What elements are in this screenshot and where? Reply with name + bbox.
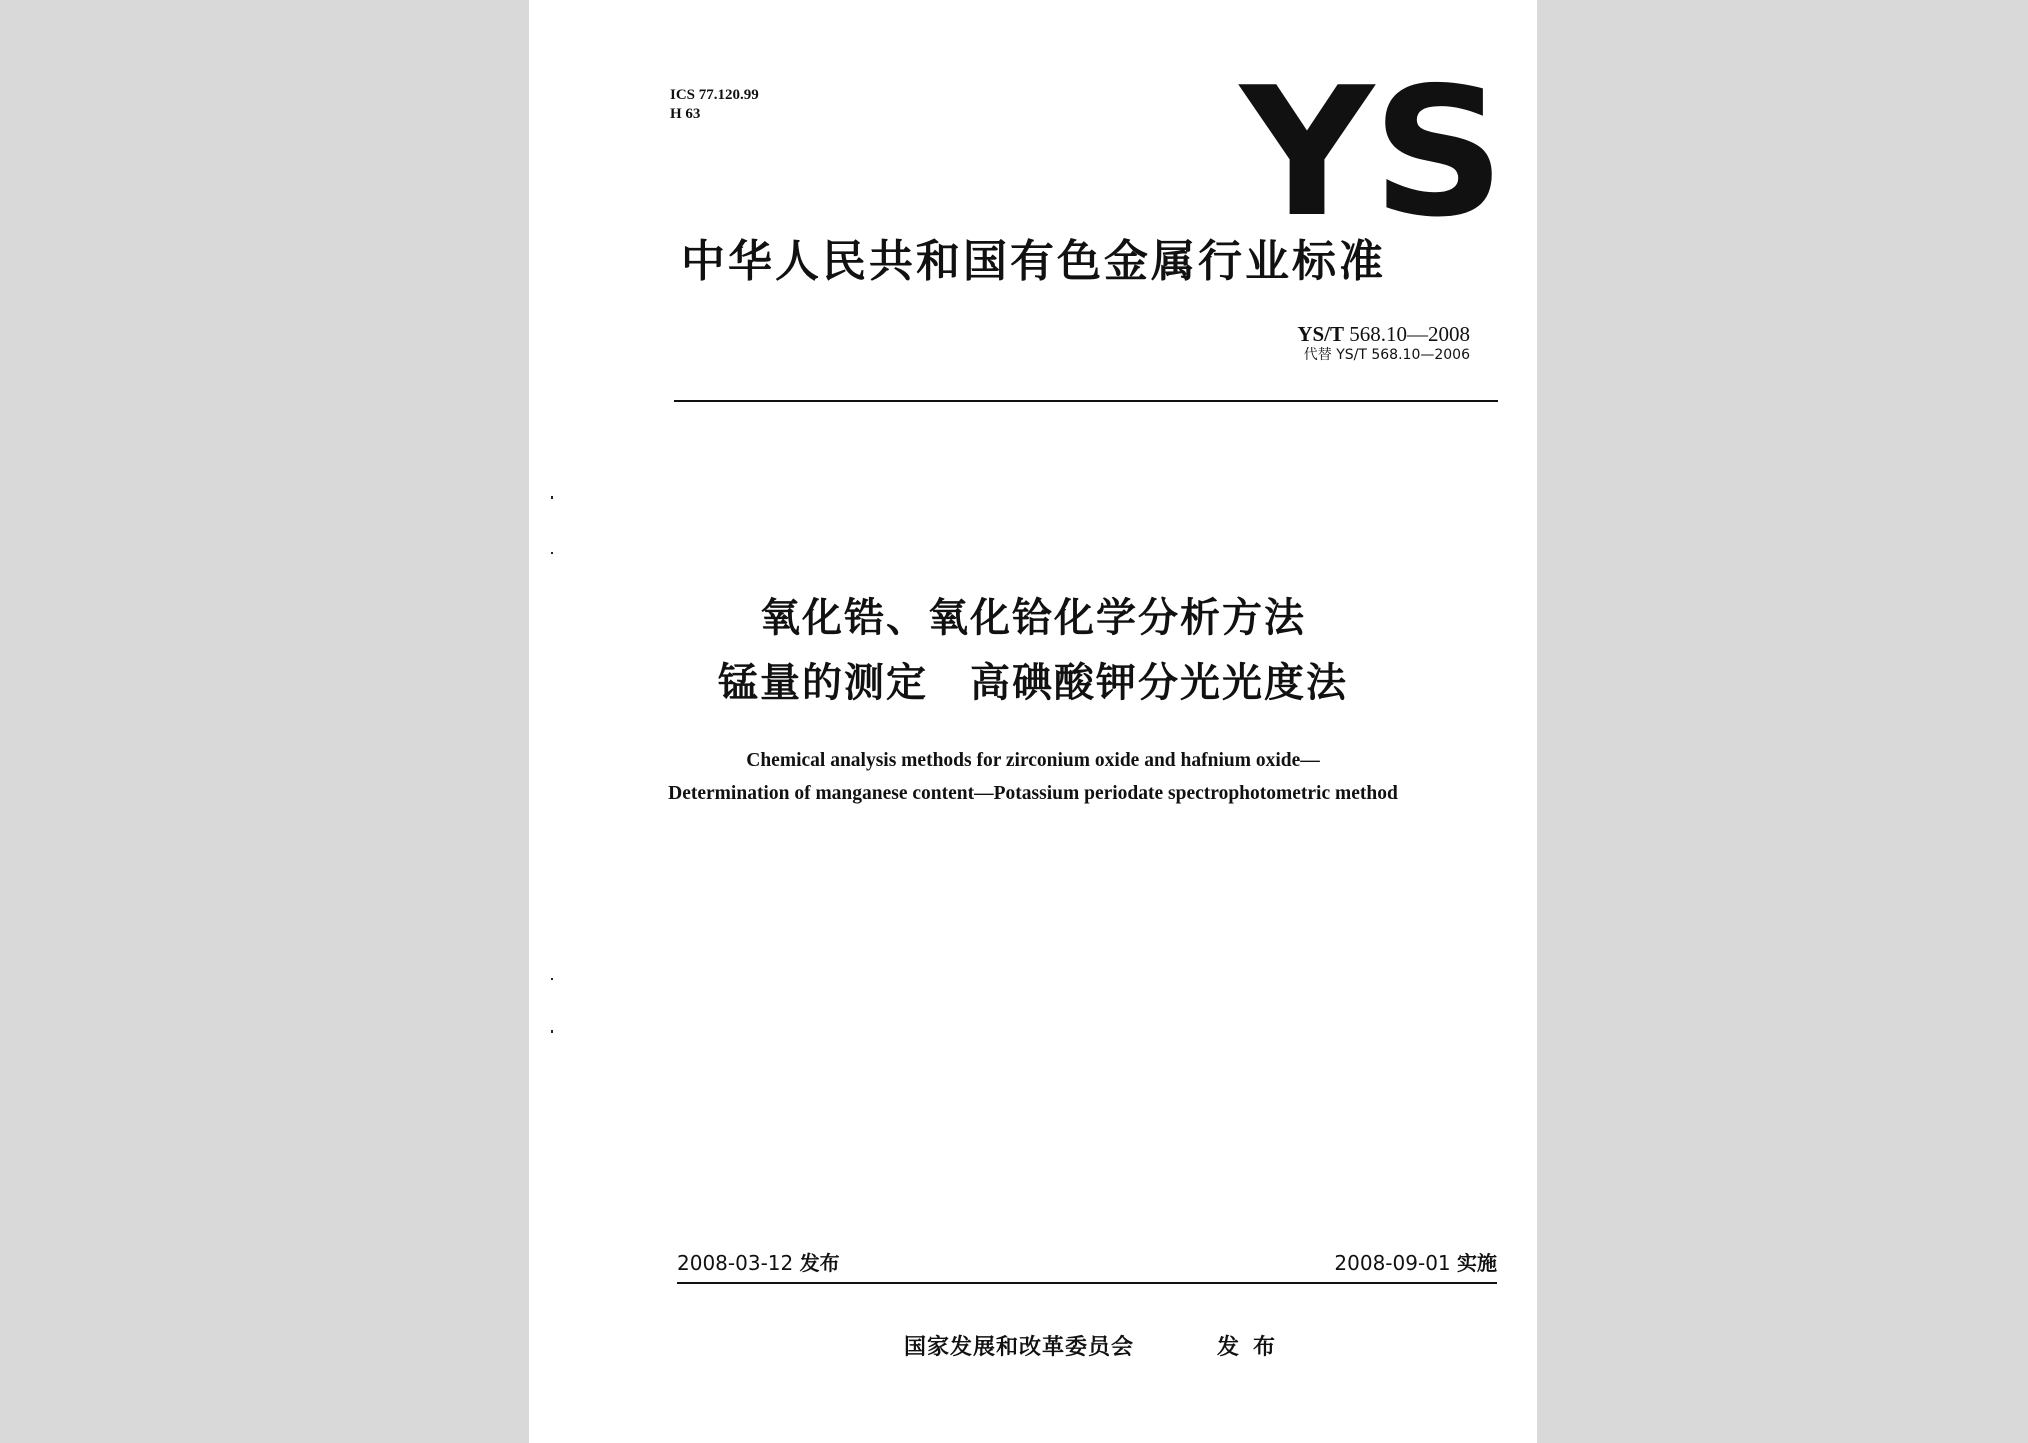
title-cn-line1: 氧化锆、氧化铪化学分析方法 — [760, 595, 1306, 641]
standard-code — [1297, 322, 1470, 346]
title-en-line2: Determination of manganese content—Potassium periodate spectrophotometric method — [668, 783, 1398, 804]
standard-code-number: 568.10—2008 — [1344, 322, 1470, 346]
ics-code: ICS 77.120.99 — [670, 87, 759, 103]
issuer-name: 国家发展和改革委员会 — [904, 1335, 1135, 1360]
organization-title: 中华人民共和国有色金属行业标准 — [681, 236, 1386, 287]
issue-date-value: 2008-03-12 — [677, 1251, 794, 1275]
title-cn-line2: 锰量的测定 高碘酸钾分光光度法 — [718, 660, 1348, 706]
effective-date-label: 实施 — [1457, 1251, 1497, 1275]
effective-date-value: 2008-09-01 — [1334, 1251, 1451, 1275]
header-divider — [674, 400, 1498, 402]
category-code: H 63 — [670, 106, 701, 122]
standard-code-block — [1297, 322, 1470, 364]
classification-block — [670, 86, 759, 124]
standard-code-prefix: YS/T — [1297, 322, 1344, 346]
issue-date-label: 发布 — [799, 1251, 840, 1275]
replaces-code: 代替 YS/T 568.10—2006 — [1303, 347, 1470, 363]
issue-date — [677, 1250, 840, 1276]
scan-speck — [551, 1030, 553, 1033]
issuer-action: 发布 — [1217, 1335, 1290, 1360]
footer-divider — [677, 1282, 1497, 1284]
ys-logo: YS — [1240, 49, 1504, 256]
scan-speck — [551, 496, 553, 499]
title-en-line1: Chemical analysis methods for zirconium oxide and hafnium oxide— — [746, 750, 1320, 771]
scan-speck — [551, 552, 553, 554]
effective-date — [1334, 1250, 1497, 1276]
scan-speck — [551, 978, 553, 980]
document-page — [529, 0, 1537, 1443]
